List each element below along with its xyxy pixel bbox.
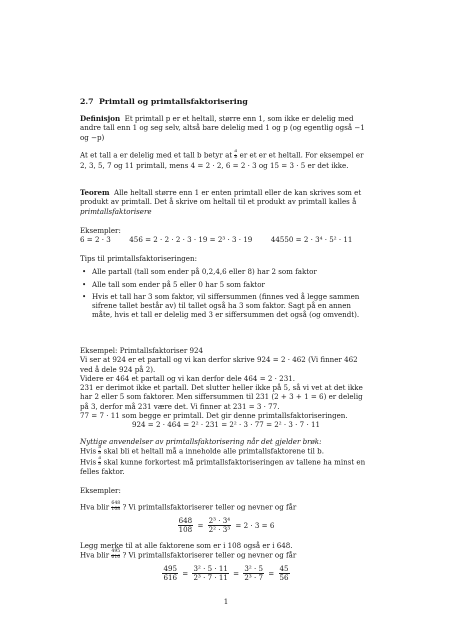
divisibility-text-b: er et er et heltall. For eksempel er 2, 3, 5, 7 og 11 primtall, mens 4 = 2 · 2, 6 = 2 · 3 og 15 = 3 · 5 er det ikke. bbox=[80, 150, 364, 170]
fraction-numerator: 3² · 5 · 11 bbox=[193, 564, 228, 573]
fraction-648-108 bbox=[111, 502, 120, 513]
fraction-denominator: b bbox=[98, 451, 102, 457]
example-456: 456 = 2 · 2 · 2 · 3 · 19 = 2³ · 3 · 19 bbox=[129, 235, 253, 245]
fraction-denominator: 108 bbox=[178, 525, 193, 535]
section-heading bbox=[80, 97, 372, 106]
fraction-denominator: 2² · 3³ bbox=[208, 525, 231, 535]
note-line: Legg merke til at alle faktorene som er i 108 også er i 648. bbox=[80, 541, 293, 550]
fraction-numerator: 495 bbox=[111, 549, 121, 554]
tips-list bbox=[80, 267, 372, 319]
fraction-numerator: a bbox=[98, 455, 102, 461]
examples-heading-2: Eksempler: bbox=[80, 486, 121, 495]
fraction-denominator: 2³ · 7 · 11 bbox=[193, 573, 228, 583]
fraction-denominator: b bbox=[234, 154, 238, 160]
definition-text: Et primtall p er et heltall, større enn 1, som ikke er delelig med andre tall enn 1 og seg selv, altså bare delelig med 1 og p (og egentlig også −1 og −p) bbox=[80, 114, 365, 142]
fraction-numerator: a bbox=[98, 445, 102, 451]
useful-line-1-a: Hvis bbox=[80, 446, 97, 456]
equation-2: $\frac{495}{616}$ = $\frac{\text{3² · 5 · 11}}{\text{2³ · 7 · 11}}$ = $\frac{\text{3² · 5}}{\text{2³ · 7}}$ = $\frac{45}{56}$ bbox=[163, 564, 289, 583]
example-924-line: Videre er 464 et partall og vi kan derfor dele 464 = 2 · 231. bbox=[80, 373, 295, 383]
fraction-a-over-b bbox=[98, 457, 101, 468]
question-2-a: Hva blir bbox=[80, 550, 110, 560]
definition-paragraph bbox=[80, 114, 372, 142]
fraction-numerator: a bbox=[234, 149, 238, 154]
fraction-result bbox=[279, 565, 290, 583]
theorem-text: Alle heltall større enn 1 er enten primtall eller de kan skrives som et produkt av primtall. Det å skrive om heltall til et produkt av primtall kalles å bbox=[80, 188, 362, 207]
examples-block-1 bbox=[80, 226, 372, 245]
fraction-numerator: 495 bbox=[163, 564, 177, 573]
question-1-a: Hva blir bbox=[80, 502, 110, 512]
fraction-numerator: 45 bbox=[279, 564, 289, 573]
fraction-denominator: 2³ · 7 bbox=[244, 573, 264, 583]
fraction-factored bbox=[208, 517, 231, 535]
example-924-line: 231 er derimot ikke et partall. Det slutter heller ikke på 5, så vi vet at det ikke har 2 eller 5 som faktorer. Men siffersummen til 231 (2 + 3 + 1 = 6) er delelig på 3, derfor må 231 være det. Vi finner at 231 = 3 · 77. bbox=[80, 383, 363, 411]
fraction-numerator: 3² · 5 bbox=[244, 564, 264, 573]
fraction-a-over-b bbox=[234, 150, 237, 161]
fraction-495-616 bbox=[111, 550, 120, 561]
definition-label: Definisjon bbox=[80, 114, 121, 123]
example-924-line: 77 = 7 · 11 som begge er primtall. Det gir denne primtallsfaktoriseringen. bbox=[80, 411, 348, 421]
useful-line-2-b: skal kunne forkortest må primtallsfaktoriseringen av tallene ha minst en felles faktor. bbox=[80, 457, 366, 477]
page-number: 1 bbox=[223, 597, 229, 606]
equation-1: $\frac{648}{108}$ = $\frac{\text{2³ · 3⁴}}{\text{2² · 3³}}$ = 2 · 3 = 6 bbox=[178, 516, 275, 535]
fraction-factored bbox=[192, 565, 228, 583]
example-924-block bbox=[80, 346, 372, 420]
example-924-line: Vi ser at 924 er et partall og vi kan derfor skrive 924 = 2 · 462 (Vi finner 462 ved å dele 924 på 2). bbox=[80, 355, 358, 374]
fraction-denominator: b bbox=[98, 461, 102, 467]
example-44550: 44550 = 2 · 3⁴ · 5² · 11 bbox=[270, 235, 353, 245]
fraction-numerator: 2³ · 3⁴ bbox=[208, 516, 231, 525]
example-924-result: 924 = 2 · 464 = 2² · 231 = 2² · 3 · 77 = 2² · 3 · 7 · 11 bbox=[132, 420, 320, 429]
useful-line-1-b: skal bli et heltall må a inneholde alle primtallsfaktorene til b. bbox=[103, 446, 324, 456]
question-2-b: ? Vi primtallsfaktoriserer teller og nevner og får bbox=[122, 550, 297, 560]
section-title: Primtall og primtallsfaktorisering bbox=[99, 97, 248, 106]
useful-block bbox=[80, 437, 372, 477]
fraction-495-616 bbox=[162, 565, 178, 583]
fraction-denominator: 56 bbox=[279, 573, 289, 583]
tips-block bbox=[80, 254, 372, 323]
section-number: 2.7 bbox=[80, 97, 94, 106]
tip-item: • Alle partall (tall som ender på 0,2,4,6 eller 8) har 2 som faktor bbox=[80, 267, 372, 276]
useful-line-2 bbox=[80, 457, 372, 477]
useful-line-2-a: Hvis bbox=[80, 457, 97, 467]
fraction-numerator: 648 bbox=[111, 501, 121, 506]
divisibility-text-a: At et tall a er delelig med et tall b betyr at bbox=[80, 150, 233, 160]
examples-line bbox=[80, 235, 372, 244]
tip-item: • Hvis et tall har 3 som faktor, vil siffersummen (finnes ved å legge sammen sifrene tallet består av) til tallet også ha 3 som faktor. Sagt på en annen måte, hvis et tall er delelig med 3 er siffersummen det også (og omvendt). bbox=[80, 292, 372, 320]
fraction-denominator: 616 bbox=[163, 573, 177, 583]
examples-heading-1: Eksempler: bbox=[80, 226, 121, 235]
fraction-denominator: 108 bbox=[111, 506, 121, 512]
fraction-denominator: 616 bbox=[111, 554, 121, 560]
equation-1-result: = 2 · 3 = 6 bbox=[235, 521, 275, 531]
useful-heading: Nyttige anvendelser av primtallsfaktorisering når det gjelder brøk: bbox=[80, 437, 322, 446]
question-2 bbox=[80, 550, 372, 561]
fraction-648-108 bbox=[178, 517, 194, 535]
question-1-b: ? Vi primtallsfaktoriserer teller og nevner og får bbox=[122, 502, 297, 512]
question-1 bbox=[80, 502, 372, 513]
useful-line-1 bbox=[80, 446, 372, 457]
tips-heading: Tips til primtallsfaktoriseringen: bbox=[80, 254, 197, 263]
divisibility-paragraph bbox=[80, 150, 372, 170]
fraction-numerator: 648 bbox=[178, 516, 193, 525]
example-6: 6 = 2 · 3 bbox=[80, 235, 111, 245]
theorem-label: Teorem bbox=[80, 188, 110, 197]
theorem-italic-term: primtallsfaktorisere bbox=[80, 206, 152, 216]
tip-item: • Alle tall som ender på 5 eller 0 har 5 som faktor bbox=[80, 280, 372, 289]
fraction-reduced bbox=[243, 565, 264, 583]
example-924-title: Eksempel: Primtallsfaktoriser 924 bbox=[80, 346, 204, 355]
theorem-paragraph bbox=[80, 188, 372, 216]
